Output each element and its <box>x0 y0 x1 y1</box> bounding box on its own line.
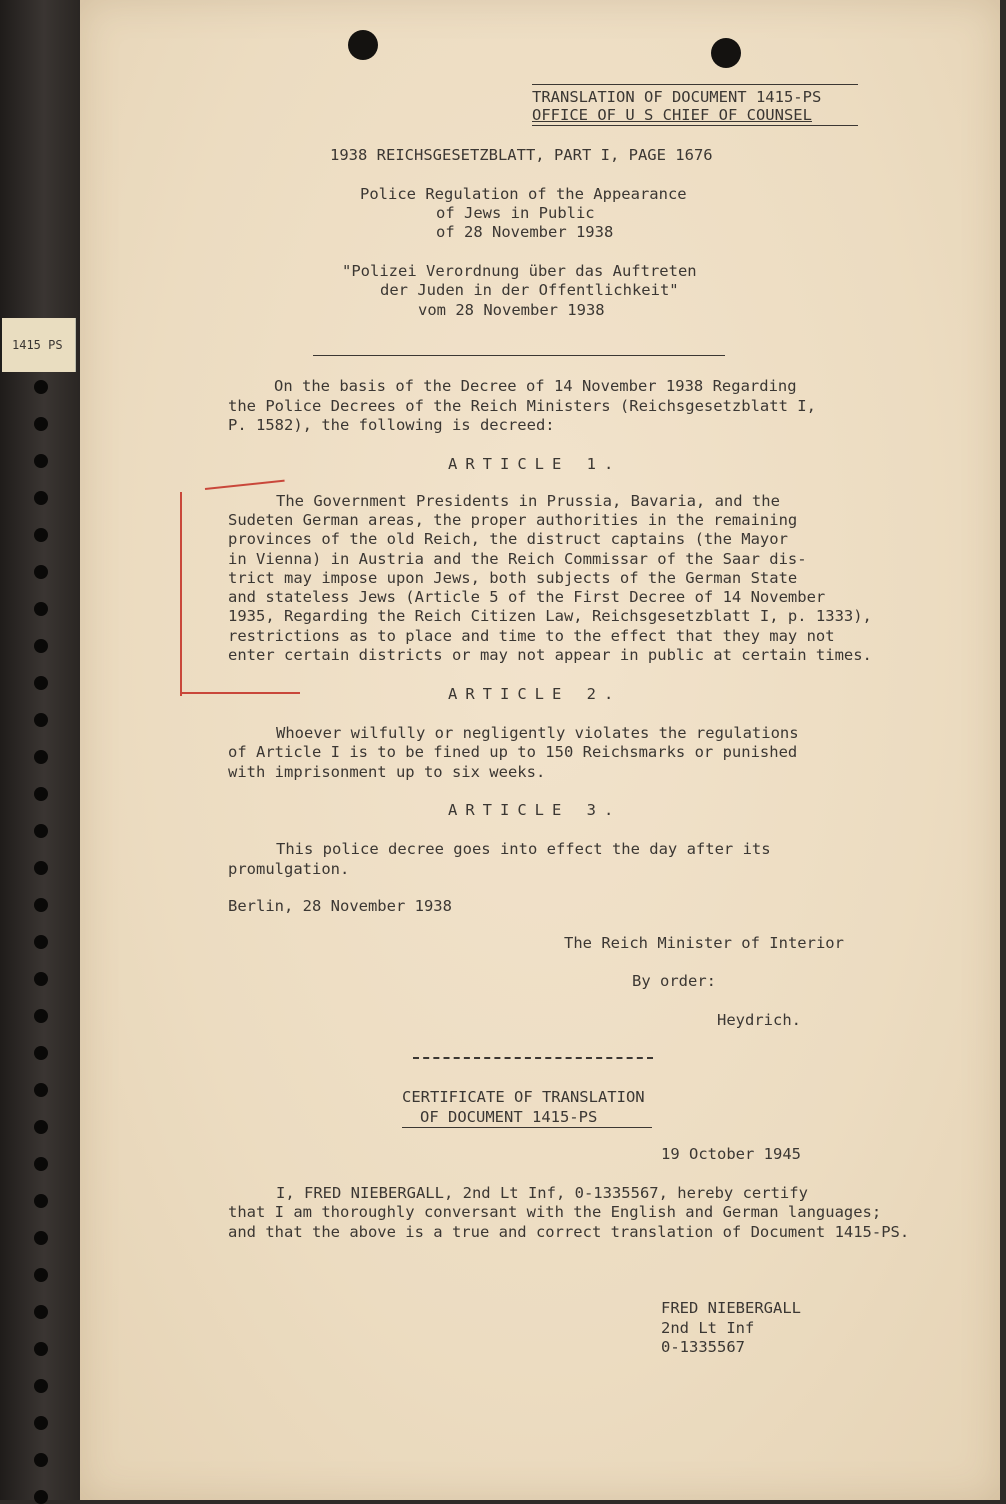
certificate-line-3: and that the above is a true and correct translation of Document 1415-PS. <box>228 1223 910 1241</box>
header-bottom-rule <box>532 125 858 126</box>
red-bracket-vertical <box>180 492 182 696</box>
title-de-line-3: vom 28 November 1938 <box>418 301 605 319</box>
binder-hole <box>34 824 48 838</box>
binder-hole <box>34 787 48 801</box>
binder-hole <box>34 898 48 912</box>
certificate-heading-rule <box>402 1127 652 1128</box>
section-divider <box>313 355 725 356</box>
binder-hole <box>34 1120 48 1134</box>
signer-name: FRED NIEBERGALL <box>661 1299 801 1317</box>
article-3-line-2: promulgation. <box>228 860 350 878</box>
binder-hole <box>34 639 48 653</box>
binder-hole <box>34 1194 48 1208</box>
punch-hole-right <box>711 38 741 68</box>
certificate-date: 19 October 1945 <box>661 1145 801 1163</box>
title-en-line-1: Police Regulation of the Appearance <box>360 185 687 203</box>
article-1-line-4: in Vienna) in Austria and the Reich Commissar of the Saar dis- <box>228 550 807 568</box>
binder-hole <box>34 380 48 394</box>
binder-hole <box>34 1231 48 1245</box>
article-1-line-2: Sudeten German areas, the proper authorities in the remaining <box>228 511 798 529</box>
title-en-line-2: of Jews in Public <box>436 204 595 222</box>
binder-hole <box>34 454 48 468</box>
binder-hole <box>34 972 48 986</box>
binder-hole <box>34 1046 48 1060</box>
signature-line-1: The Reich Minister of Interior <box>564 934 844 952</box>
signer-rank: 2nd Lt Inf <box>661 1319 755 1337</box>
article-3-line-1: This police decree goes into effect the day after its <box>276 840 771 858</box>
binder-hole <box>34 602 48 616</box>
article-1-line-9: enter certain districts or may not appear in public at certain times. <box>228 646 872 664</box>
binder-hole <box>34 713 48 727</box>
article-2-heading: ARTICLE 2. <box>448 685 622 703</box>
title-de-line-2: der Juden in der Offentlichkeit" <box>380 281 679 299</box>
binder-hole <box>34 1490 48 1504</box>
article-2-line-2: of Article I is to be fined up to 150 Reichsmarks or punished <box>228 743 798 761</box>
binder-hole <box>34 935 48 949</box>
certificate-heading-2: OF DOCUMENT 1415-PS <box>420 1108 598 1126</box>
binder-hole <box>34 1379 48 1393</box>
dashed-separator <box>413 1057 653 1059</box>
certificate-heading-1: CERTIFICATE OF TRANSLATION <box>402 1088 645 1106</box>
signer-serial: 0-1335567 <box>661 1338 745 1356</box>
binder-hole <box>34 676 48 690</box>
binder-hole <box>34 491 48 505</box>
preamble-line-3: P. 1582), the following is decreed: <box>228 416 555 434</box>
binder-hole <box>34 1416 48 1430</box>
certificate-line-2: that I am thoroughly conversant with the English and German languages; <box>228 1203 882 1221</box>
title-de-line-1: "Polizei Verordnung über das Auftreten <box>342 262 697 280</box>
header-line-2: OFFICE OF U S CHIEF OF COUNSEL <box>532 106 812 124</box>
header-top-rule <box>532 84 858 85</box>
signature-line-3: Heydrich. <box>717 1011 801 1029</box>
article-3-heading: ARTICLE 3. <box>448 801 622 819</box>
article-1-line-1: The Government Presidents in Prussia, Bavaria, and the <box>276 492 780 510</box>
binder-hole <box>34 861 48 875</box>
binder-hole <box>34 565 48 579</box>
preamble-line-1: On the basis of the Decree of 14 November 1938 Regarding <box>274 377 797 395</box>
red-bracket-bottom <box>180 692 300 694</box>
article-1-line-3: provinces of the old Reich, the distruct captains (the Mayor <box>228 530 788 548</box>
document-tab-label: 1415 PS <box>2 318 76 372</box>
punch-hole-left <box>348 30 378 60</box>
signature-line-2: By order: <box>632 972 716 990</box>
article-1-line-8: restrictions as to place and time to the effect that they may not <box>228 627 835 645</box>
preamble-line-2: the Police Decrees of the Reich Ministers (Reichsgesetzblatt I, <box>228 397 816 415</box>
binder-hole <box>34 1009 48 1023</box>
binder-hole <box>34 417 48 431</box>
article-1-line-7: 1935, Regarding the Reich Citizen Law, Reichsgesetzblatt I, p. 1333), <box>228 607 872 625</box>
certificate-line-1: I, FRED NIEBERGALL, 2nd Lt Inf, 0-1335567, hereby certify <box>276 1184 808 1202</box>
binder-hole <box>34 1268 48 1282</box>
title-en-line-3: of 28 November 1938 <box>436 223 614 241</box>
article-1-line-6: and stateless Jews (Article 5 of the First Decree of 14 November <box>228 588 826 606</box>
binder-hole <box>34 1342 48 1356</box>
binder-hole <box>34 1453 48 1467</box>
binder-hole <box>34 1305 48 1319</box>
article-1-line-5: trict may impose upon Jews, both subjects of the German State <box>228 569 798 587</box>
article-2-line-1: Whoever wilfully or negligently violates the regulations <box>276 724 799 742</box>
binder-hole <box>34 1083 48 1097</box>
article-1-heading: ARTICLE 1. <box>448 455 622 473</box>
place-date: Berlin, 28 November 1938 <box>228 897 452 915</box>
binder-hole <box>34 528 48 542</box>
header-line-1: TRANSLATION OF DOCUMENT 1415-PS <box>532 88 822 106</box>
binder-hole <box>34 1157 48 1171</box>
article-2-line-3: with imprisonment up to six weeks. <box>228 763 546 781</box>
binder-hole <box>34 750 48 764</box>
source-citation: 1938 REICHSGESETZBLATT, PART I, PAGE 1676 <box>330 146 713 164</box>
